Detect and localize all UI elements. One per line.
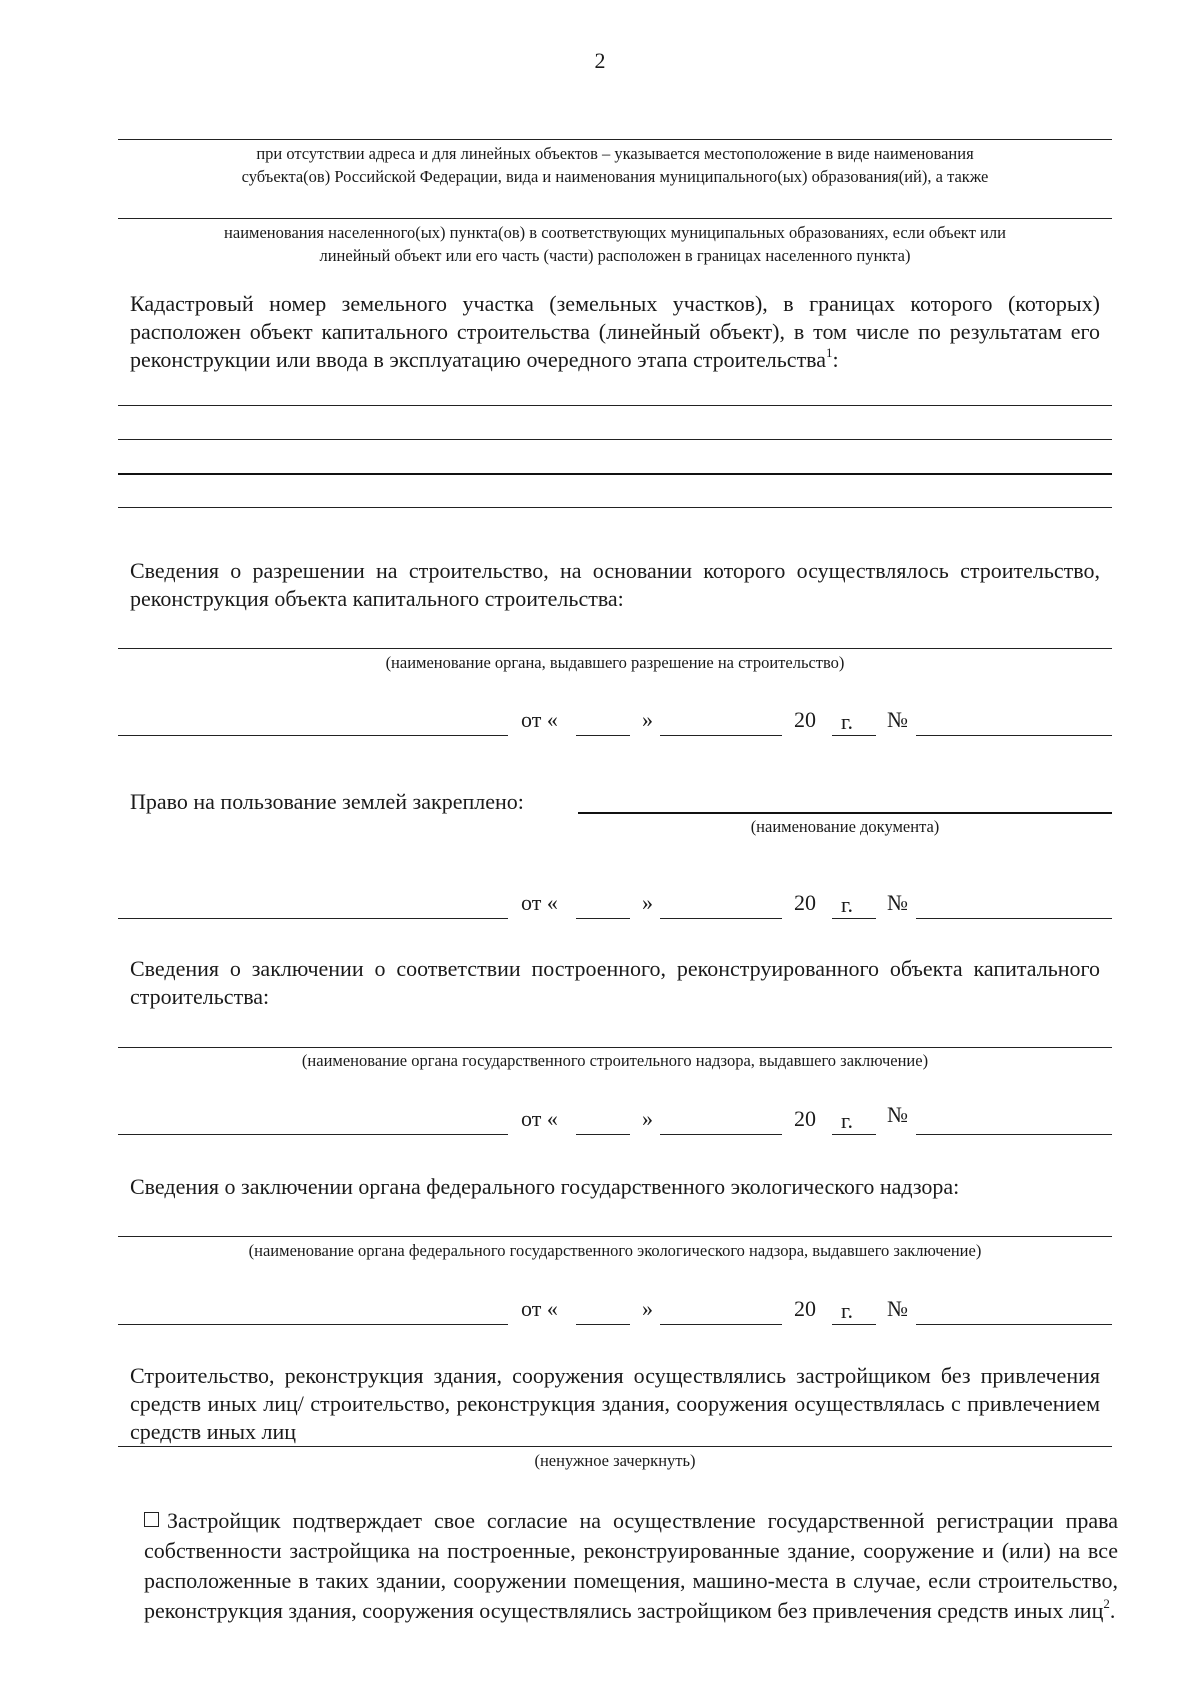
- conformity-authority-line[interactable]: [118, 1047, 1112, 1048]
- financing-underline: [118, 1446, 1112, 1447]
- cadastral-text: Кадастровый номер земельного участка (земельных участков), в границах которого (которых) расположен объект капитального строительства (линейный объект), в том числе по результатам его реконструкции или ввода в эксплуатацию очередного этапа строительства: [130, 291, 1100, 372]
- number-blank[interactable]: [916, 1134, 1112, 1135]
- month-blank[interactable]: [660, 918, 782, 919]
- year-blank[interactable]: [832, 1324, 876, 1325]
- footnote-2: 2: [1103, 1595, 1110, 1611]
- address-caption-line3: наименования населенного(ых) пункта(ов) в соответствующих муниципальных образованиях, если объект или: [224, 223, 1006, 242]
- year-blank[interactable]: [832, 918, 876, 919]
- number-sign: №: [887, 1296, 908, 1321]
- permit-authority-caption: (наименование органа, выдавшего разрешение на строительство): [385, 653, 845, 672]
- year-prefix: 20: [794, 1106, 816, 1131]
- conformity-paragraph: Сведения о заключении о соответствии построенного, реконструированного объекта капитального строительства:: [130, 956, 1100, 1009]
- from-close: »: [642, 707, 653, 732]
- from-open: от «: [521, 890, 558, 915]
- financing-paragraph: Строительство, реконструкция здания, сооружения осуществлялись застройщиком без привлечения средств иных лиц/ строительство, реконструкция здания, сооружения осуществлялась с привлечением средств иных лиц: [130, 1363, 1100, 1444]
- page-number: 2: [594, 48, 606, 73]
- number-blank[interactable]: [916, 1324, 1112, 1325]
- permit-doc-blank[interactable]: [118, 735, 508, 736]
- address-line-2: [118, 218, 1112, 219]
- month-blank[interactable]: [660, 1134, 782, 1135]
- conformity-authority-caption: (наименование органа государственного строительного надзора, выдавшего заключение): [301, 1051, 929, 1070]
- number-sign: №: [887, 707, 908, 732]
- from-open: от «: [521, 1106, 558, 1131]
- day-blank[interactable]: [576, 1324, 630, 1325]
- consent-text: Застройщик подтверждает свое согласие на осуществление государственной регистрации права собственности застройщика на построенные, реконструированные здание, сооружение и (или) на все расположенные в таких здании, сооружении помещения, машино-места в случае, если строительство, реконструкция здания, сооружения осуществлялись застройщиком без привлечения средств иных лиц: [144, 1508, 1118, 1623]
- year-suffix: г.: [841, 1298, 854, 1323]
- address-caption-line1: при отсутствии адреса и для линейных объектов – указывается местоположение в виде наименования: [256, 144, 974, 163]
- financing-caption: (ненужное зачеркнуть): [534, 1451, 696, 1470]
- number-blank[interactable]: [916, 735, 1112, 736]
- consent-checkbox[interactable]: [144, 1512, 159, 1527]
- from-open: от «: [521, 707, 558, 732]
- year-blank[interactable]: [832, 735, 876, 736]
- from-close: »: [642, 1296, 653, 1321]
- year-suffix: г.: [841, 892, 854, 917]
- number-blank[interactable]: [916, 918, 1112, 919]
- footnote-1: 1: [826, 344, 833, 360]
- day-blank[interactable]: [576, 1134, 630, 1135]
- ecology-label: Сведения о заключении органа федерального государственного экологического надзора:: [130, 1174, 960, 1199]
- year-prefix: 20: [794, 707, 816, 732]
- day-blank[interactable]: [576, 918, 630, 919]
- ecology-authority-caption: (наименование органа федерального государственного экологического надзора, выдавшего заключение): [248, 1241, 982, 1260]
- ecology-authority-line[interactable]: [118, 1236, 1112, 1237]
- from-open: от «: [521, 1296, 558, 1321]
- from-close: »: [642, 1106, 653, 1131]
- cadastral-blank-4[interactable]: [118, 507, 1112, 508]
- consent-paragraph: [144, 1506, 1118, 1626]
- address-caption-line2: субъекта(ов) Российской Федерации, вида и наименования муниципального(ых) образования(ий), а также: [241, 167, 989, 186]
- permit-paragraph: Сведения о разрешении на строительство, на основании которого осуществлялось строительство, реконструкция объекта капитального строительства:: [130, 558, 1100, 611]
- cadastral-blank-1[interactable]: [118, 405, 1112, 406]
- year-suffix: г.: [841, 709, 854, 734]
- from-close: »: [642, 890, 653, 915]
- cadastral-blank-3[interactable]: [118, 473, 1112, 475]
- month-blank[interactable]: [660, 735, 782, 736]
- land-right-blank[interactable]: [578, 812, 1112, 814]
- year-suffix: г.: [841, 1108, 854, 1133]
- number-sign: №: [887, 1102, 908, 1127]
- year-blank[interactable]: [832, 1134, 876, 1135]
- year-prefix: 20: [794, 1296, 816, 1321]
- month-blank[interactable]: [660, 1324, 782, 1325]
- permit-authority-line[interactable]: [118, 648, 1112, 649]
- consent-suffix: .: [1109, 1598, 1116, 1623]
- cadastral-blank-2[interactable]: [118, 439, 1112, 440]
- land-right-caption: (наименование документа): [750, 817, 940, 836]
- address-line-1: [118, 139, 1112, 140]
- number-sign: №: [887, 890, 908, 915]
- cadastral-paragraph: [130, 290, 1100, 374]
- land-right-label: Право на пользование землей закреплено:: [130, 789, 524, 814]
- ecology-doc-blank[interactable]: [118, 1324, 508, 1325]
- year-prefix: 20: [794, 890, 816, 915]
- day-blank[interactable]: [576, 735, 630, 736]
- conformity-doc-blank[interactable]: [118, 1134, 508, 1135]
- land-doc-blank[interactable]: [118, 918, 508, 919]
- address-caption-line4: линейный объект или его часть (части) расположен в границах населенного пункта): [319, 246, 911, 265]
- cadastral-suffix: :: [832, 347, 839, 372]
